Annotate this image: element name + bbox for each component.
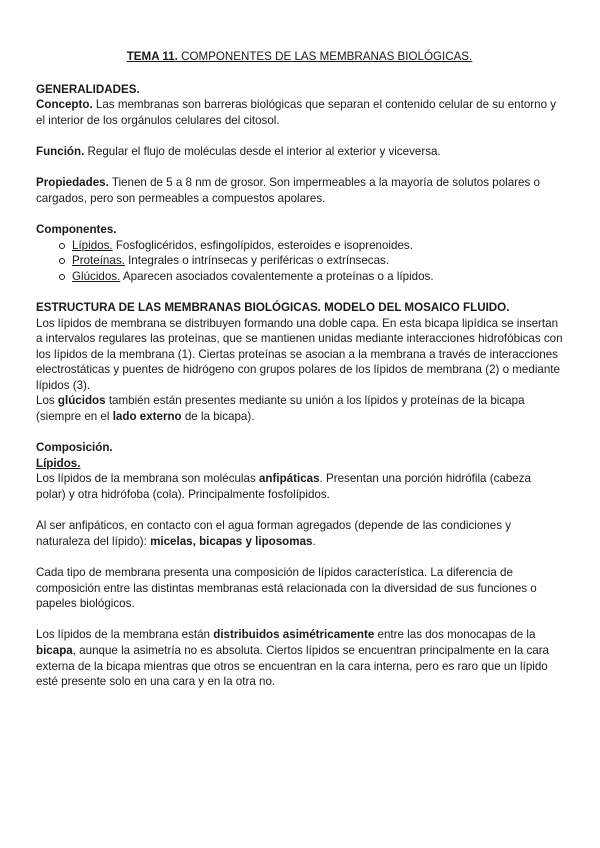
heading-componentes: Componentes. (36, 222, 117, 236)
paragraph-estructura-1: Los lípidos de membrana se distribuyen formando una doble capa. En esta bicapa lipídica se insertan a intervalos regulares las proteínas, que se mantienen unidas mediante interacciones hidrofóbicas con los lípidos de la membrana (1). Ciertas proteínas se asocian a la membrana a través de interacciones electrostáticas y puentes de hidrógeno con grupos polares de los lípidos de membrana (2) o mediante lípidos (3). (36, 316, 563, 392)
text-span: Los lípidos de la membrana están (36, 628, 214, 642)
list-item (72, 253, 563, 269)
bold-asimetricamente: distribuidos asimétricamente (213, 628, 375, 642)
term-glucidos: Glúcidos. (72, 269, 121, 283)
text-span: , aunque la asimetría no es absoluta. Ciertos lípidos se encuentran principalmente en la cara externa de la bicapa mientras que otros se encuentran en la cara interna, pero es raro que un lípido esté presente solo en una cara y en la otra no. (36, 643, 550, 689)
label-propiedades: Propiedades. (36, 176, 109, 190)
text-span: . (312, 534, 316, 548)
componentes-list (36, 238, 563, 285)
paragraph-composicion-2 (36, 518, 563, 549)
paragraph-composicion-1 (36, 471, 563, 502)
label-funcion: Función. (36, 144, 85, 158)
title-text: COMPONENTES DE LAS MEMBRANAS BIOLÓGICAS. (177, 50, 473, 63)
heading-composicion: Composición. (36, 441, 113, 455)
text-propiedades: Tienen de 5 a 8 nm de grosor. Son impermeables a la mayoría de solutos polares o cargados, pero son permeables a compuestos apolares. (36, 176, 540, 205)
text-span: entre las dos monocapas de la (374, 628, 536, 642)
desc-proteinas: Integrales o intrínsecas y periféricas o extrínsecas. (124, 254, 390, 268)
desc-lipidos: Fosfoglicéridos, esfingolípidos, esteroides e isoprenoides. (112, 238, 413, 252)
text-concepto: Las membranas son barreras biológicas que separan el contenido celular de su entorno y el interior de los orgánulos celulares del citosol. (36, 98, 557, 127)
list-item (72, 269, 563, 285)
term-proteinas: Proteínas. (72, 254, 125, 268)
heading-generalidades: GENERALIDADES. (36, 82, 140, 96)
title-number: TEMA 11. (126, 50, 178, 63)
document-title (36, 49, 563, 65)
paragraph-composicion-3: Cada tipo de membrana presenta una composición de lípidos característica. La diferencia de composición entre las distintas membranas está relacionada con la diversidad de sus funciones o papeles biológicos. (36, 566, 537, 611)
desc-glucidos: Aparecen asociados covalentemente a proteínas o a lípidos. (120, 269, 434, 283)
text-span: Los lípidos de la membrana son moléculas (36, 472, 259, 486)
text-span: Al ser anfipáticos, en contacto con el agua forman agregados (depende de las condiciones y naturaleza del lípido): (36, 519, 512, 548)
text-funcion: Regular el flujo de moléculas desde el interior al exterior y viceversa. (84, 144, 441, 158)
heading-estructura: ESTRUCTURA DE LAS MEMBRANAS BIOLÓGICAS. MODELO DEL MOSAICO FLUIDO. (36, 300, 510, 314)
text-span: también están presentes mediante su unión a los lípidos y proteínas de la bicapa (siempre en el (36, 394, 525, 424)
term-lipidos: Lípidos. (72, 238, 113, 252)
text-span: Los (36, 394, 58, 408)
subheading-lipidos: Lípidos. (36, 456, 81, 470)
paragraph-propiedades (36, 175, 563, 206)
paragraph-composicion-4 (36, 627, 563, 689)
paragraph-estructura-2 (36, 393, 563, 424)
bold-bicapa: bicapa (36, 643, 73, 657)
label-concepto: Concepto. (36, 98, 93, 112)
bold-glucidos: glúcidos (57, 394, 106, 408)
paragraph-concepto (36, 97, 563, 128)
text-span: . Presentan una porción hidrófila (cabeza polar) y otra hidrófoba (cola). Principalmente fosfolípidos. (36, 472, 531, 502)
text-span: de la bicapa). (181, 410, 255, 424)
bold-anfipaticas: anfipáticas (258, 472, 320, 486)
paragraph-funcion (36, 144, 563, 160)
list-item (72, 238, 563, 254)
bold-lado-externo: lado externo (112, 410, 182, 424)
bold-agregados: micelas, bicapas y liposomas (150, 534, 313, 548)
